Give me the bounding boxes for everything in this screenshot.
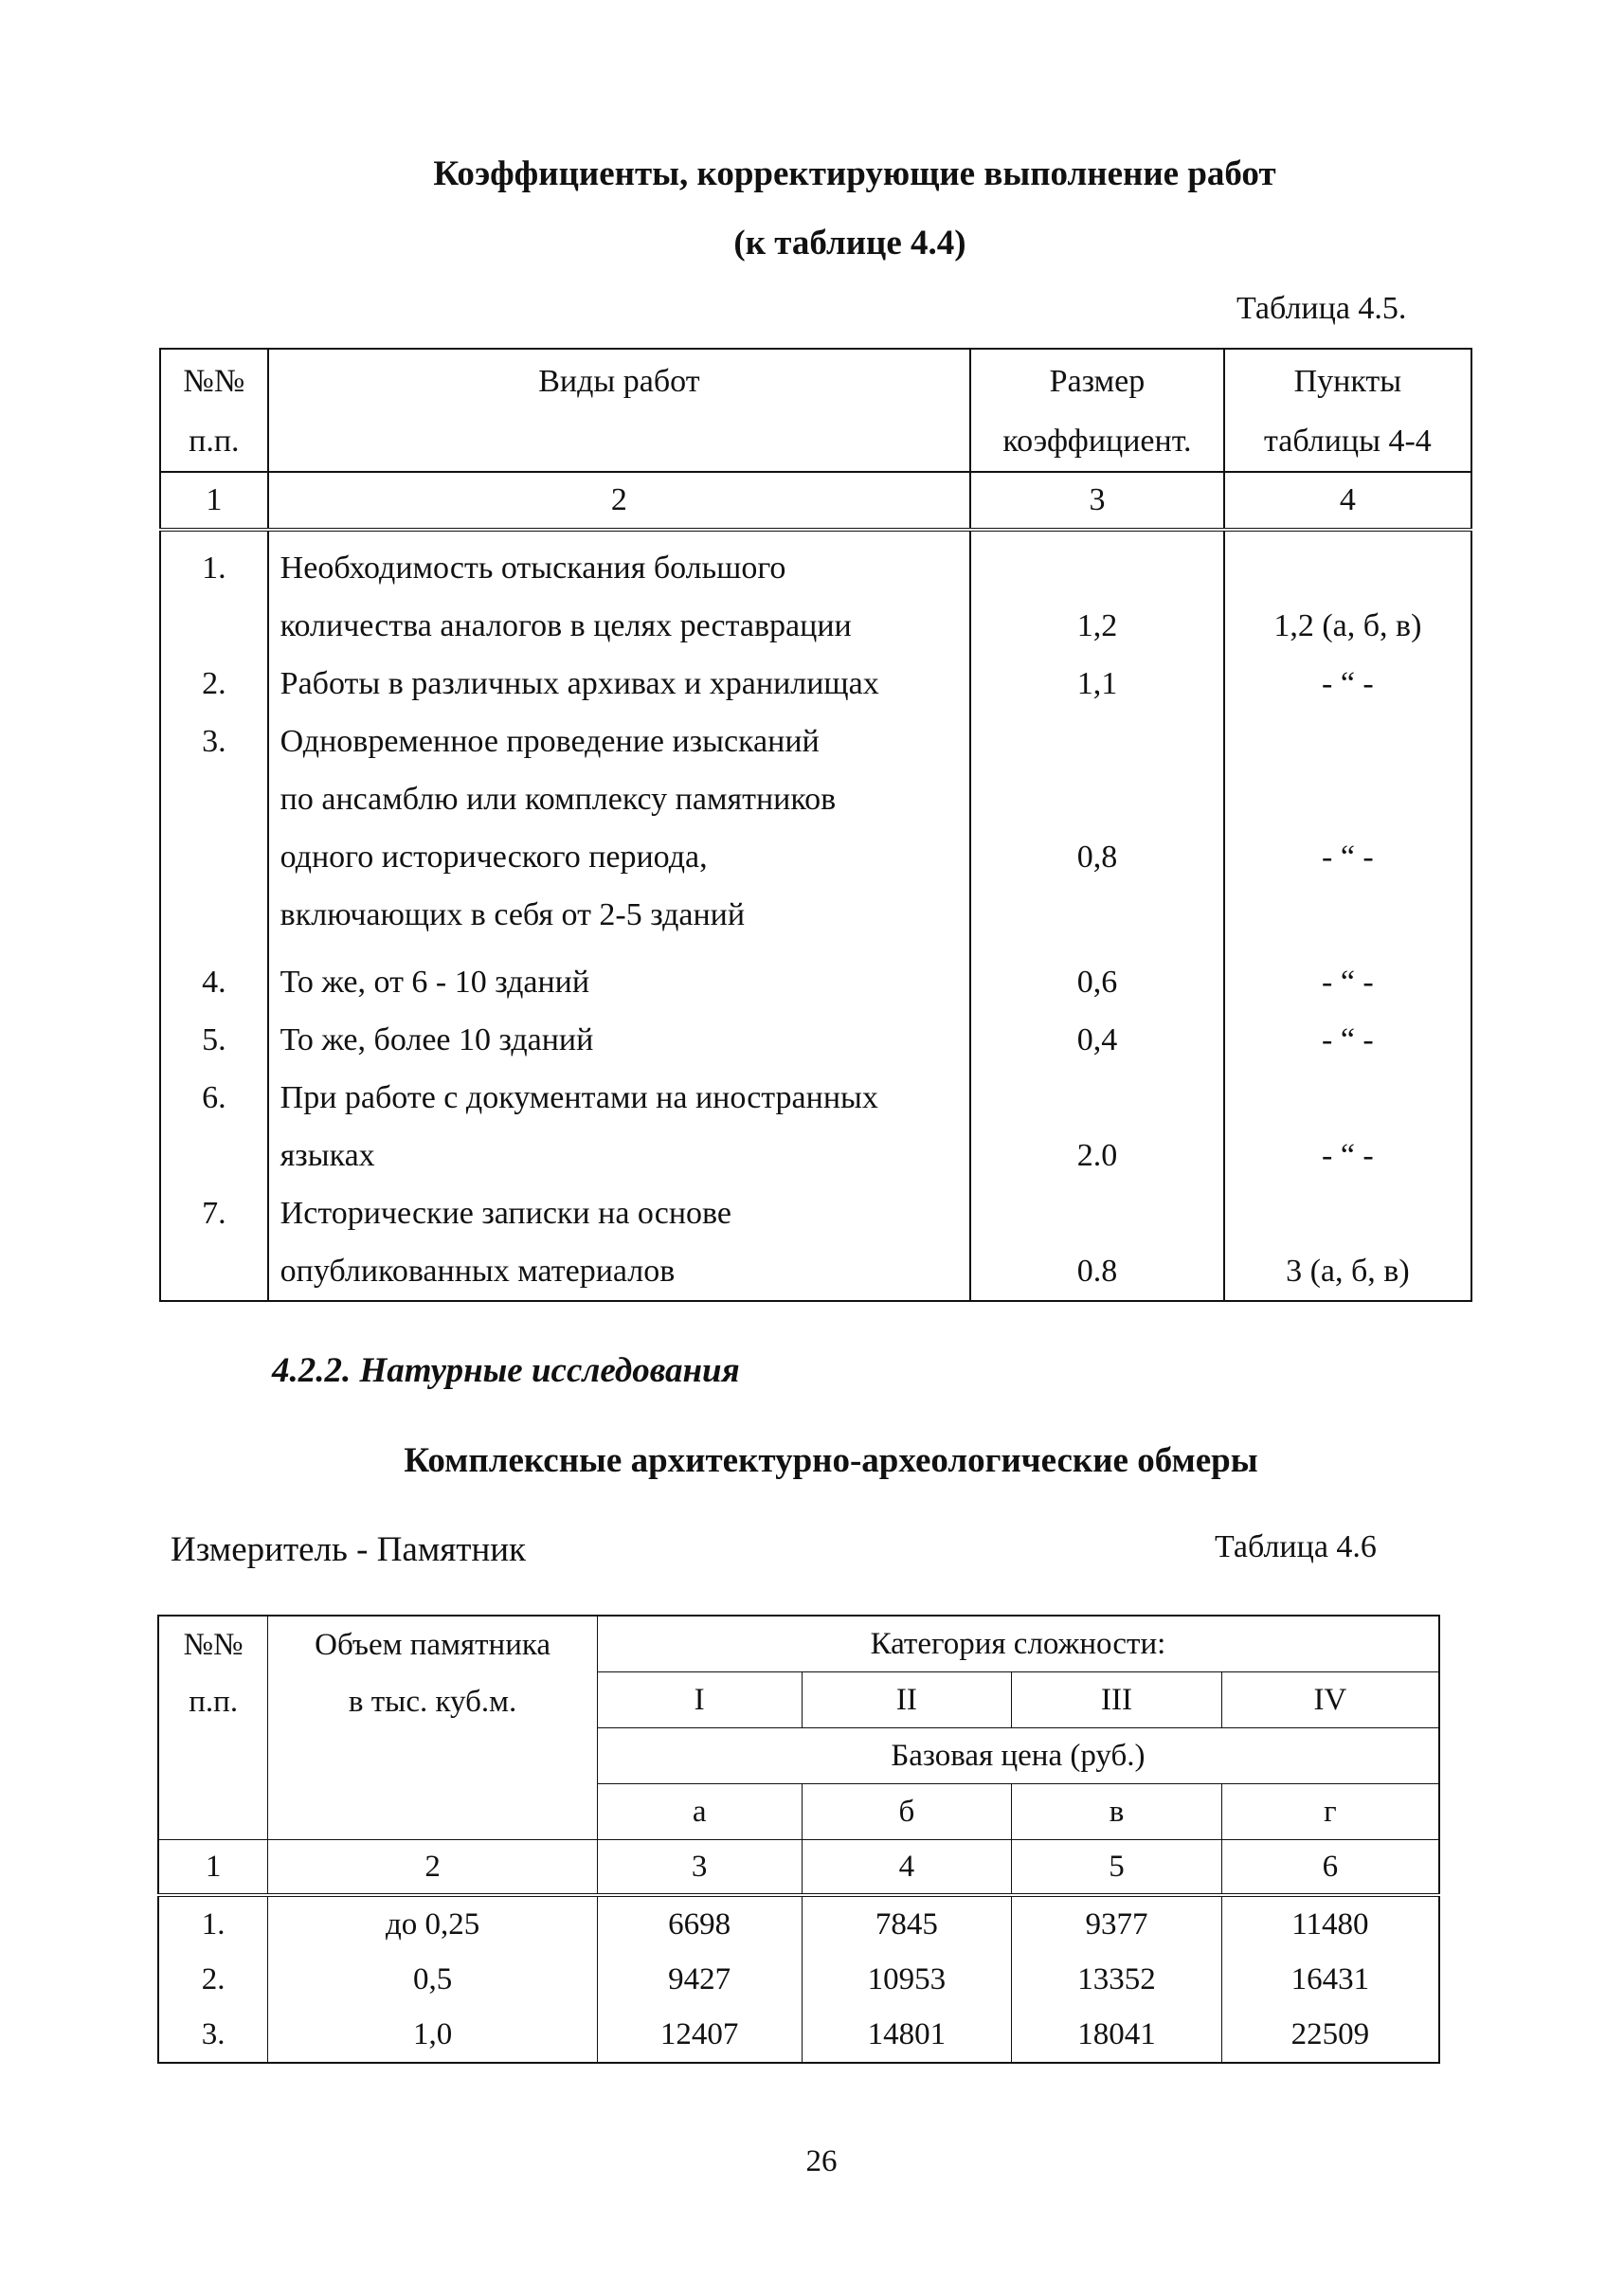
price-cell: 7845 — [802, 1895, 1012, 1952]
colnum: 5 — [1012, 1840, 1222, 1896]
price-cell: 9377 — [1012, 1895, 1222, 1952]
column-coef — [970, 530, 1224, 1301]
row-number: 1. — [202, 551, 226, 586]
points-value: - “ - — [1322, 840, 1374, 875]
work-description-line: Необходимость отыскания большого — [280, 551, 786, 586]
row-number: 2. — [158, 1952, 268, 2007]
coefficient-value — [971, 713, 1223, 770]
header-no: №№ п.п. — [158, 1616, 268, 1840]
colnum: 1 — [158, 1840, 268, 1896]
volume-cell: 0,5 — [268, 1952, 598, 2007]
points-value: - “ - — [1322, 1138, 1374, 1173]
points-value: 1,2 (а, б, в) — [1273, 608, 1422, 643]
letter-cell: г — [1221, 1784, 1439, 1840]
coefficient-value — [971, 770, 1223, 828]
section-heading: 4.2.2. Натурные исследования — [272, 1351, 740, 1390]
category-cell: IV — [1221, 1672, 1439, 1728]
row-number: 1. — [158, 1895, 268, 1952]
row-number: 4. — [202, 965, 226, 1000]
table-row — [158, 1895, 1439, 1952]
header-category: Категория сложности: — [597, 1616, 1439, 1672]
colnum: 3 — [970, 472, 1224, 530]
row-number — [161, 597, 267, 655]
points-value — [1225, 713, 1471, 770]
coefficient-value: 1,1 — [1076, 666, 1118, 701]
table45-body — [160, 530, 1471, 1301]
coefficient-value: 1,2 — [1076, 608, 1118, 643]
work-description-line: включающих в себя от 2-5 зданий — [280, 897, 746, 932]
table-row — [158, 1952, 1439, 2007]
colnum: 2 — [268, 1840, 598, 1896]
column-no — [160, 530, 268, 1301]
points-value — [1225, 1184, 1471, 1242]
category-cell: I — [597, 1672, 802, 1728]
header-work: Виды работ — [268, 349, 970, 472]
coefficient-value: 0,4 — [1076, 1022, 1118, 1057]
work-description-line: То же, более 10 зданий — [280, 1022, 594, 1057]
colnum: 3 — [597, 1840, 802, 1896]
price-cell: 12407 — [597, 2007, 802, 2063]
column-points — [1224, 530, 1471, 1301]
points-value: - “ - — [1322, 1022, 1374, 1057]
price-cell: 13352 — [1012, 1952, 1222, 2007]
page-number: 26 — [805, 2144, 838, 2178]
price-cell: 6698 — [597, 1895, 802, 1952]
colnum: 4 — [802, 1840, 1012, 1896]
coefficient-value — [971, 1184, 1223, 1242]
category-cell: III — [1012, 1672, 1222, 1728]
coefficient-value: 0.8 — [1076, 1254, 1118, 1289]
points-value — [1225, 886, 1471, 944]
row-number — [161, 1127, 267, 1184]
column-work — [268, 530, 970, 1301]
table-row — [158, 2007, 1439, 2063]
coefficient-value — [971, 886, 1223, 944]
row-spacer — [1225, 944, 1471, 953]
table45-caption: Таблица 4.5. — [1236, 291, 1407, 326]
work-description-line: одного исторического периода, — [280, 840, 708, 875]
coefficient-value: 0,6 — [1076, 965, 1118, 1000]
header-volume: Объем памятника в тыс. куб.м. — [268, 1616, 598, 1840]
row-number — [161, 1242, 267, 1300]
work-description-line: То же, от 6 - 10 зданий — [280, 965, 590, 1000]
heading-line1: Коэффициенты, корректирующие выполнение работ — [433, 154, 1276, 193]
price-cell: 22509 — [1221, 2007, 1439, 2063]
price-cell: 9427 — [597, 1952, 802, 2007]
colnum: 1 — [160, 472, 268, 530]
work-description-line: опубликованных материалов — [280, 1254, 676, 1289]
header-coef: Размер коэффициент. — [970, 349, 1224, 472]
points-value: - “ - — [1322, 666, 1374, 701]
category-cell: II — [802, 1672, 1012, 1728]
points-value — [1225, 770, 1471, 828]
coefficient-value — [971, 539, 1223, 597]
row-spacer — [280, 944, 969, 953]
table45-header-row — [160, 349, 1471, 472]
work-description-line: количества аналогов в целях реставрации — [280, 608, 852, 643]
price-cell: 10953 — [802, 1952, 1012, 2007]
table-4-6 — [157, 1615, 1440, 2064]
row-spacer — [971, 944, 1223, 953]
colnum: 6 — [1221, 1840, 1439, 1896]
coefficient-value — [971, 1069, 1223, 1127]
colnum: 4 — [1224, 472, 1471, 530]
row-number: 7. — [202, 1196, 226, 1231]
volume-cell: 1,0 — [268, 2007, 598, 2063]
header-points: Пункты таблицы 4-4 — [1224, 349, 1471, 472]
coefficient-value: 0,8 — [1076, 840, 1118, 875]
work-description-line: При работе с документами на иностранных — [280, 1080, 878, 1115]
coefficient-value: 2.0 — [1076, 1138, 1118, 1173]
row-number — [161, 886, 267, 944]
work-description-line: Исторические записки на основе — [280, 1196, 731, 1231]
table45-colnum-row — [160, 472, 1471, 530]
heading-line2: (к таблице 4.4) — [733, 224, 966, 262]
work-description-line: Одновременное проведение изысканий — [280, 724, 820, 759]
table46-caption: Таблица 4.6 — [1215, 1529, 1377, 1564]
price-cell: 14801 — [802, 2007, 1012, 2063]
letter-cell: б — [802, 1784, 1012, 1840]
header-base-price: Базовая цена (руб.) — [597, 1728, 1439, 1784]
points-value — [1225, 539, 1471, 597]
section-title: Комплексные архитектурно-археологические обмеры — [404, 1441, 1258, 1480]
row-number: 5. — [202, 1022, 226, 1057]
work-description-line: языках — [280, 1138, 375, 1173]
points-value: - “ - — [1322, 965, 1374, 1000]
row-spacer — [161, 944, 267, 953]
header-no: №№ п.п. — [160, 349, 268, 472]
row-number: 2. — [202, 666, 226, 701]
work-description-line: по ансамблю или комплексу памятников — [280, 782, 837, 817]
letter-cell: а — [597, 1784, 802, 1840]
colnum: 2 — [268, 472, 970, 530]
work-description-line: Работы в различных архивах и хранилищах — [280, 666, 879, 701]
volume-cell: до 0,25 — [268, 1895, 598, 1952]
price-cell: 16431 — [1221, 1952, 1439, 2007]
row-number: 3. — [158, 2007, 268, 2063]
points-value — [1225, 1069, 1471, 1127]
table46-header-row1 — [158, 1616, 1439, 1672]
row-number: 3. — [202, 724, 226, 759]
measure-label: Измеритель - Памятник — [171, 1530, 527, 1569]
row-number: 6. — [202, 1080, 226, 1115]
row-number — [161, 770, 267, 828]
row-number — [161, 828, 267, 886]
letter-cell: в — [1012, 1784, 1222, 1840]
price-cell: 11480 — [1221, 1895, 1439, 1952]
price-cell: 18041 — [1012, 2007, 1222, 2063]
points-value: 3 (а, б, в) — [1286, 1254, 1410, 1289]
table46-colnum-row — [158, 1840, 1439, 1896]
table-4-5 — [159, 348, 1472, 1302]
